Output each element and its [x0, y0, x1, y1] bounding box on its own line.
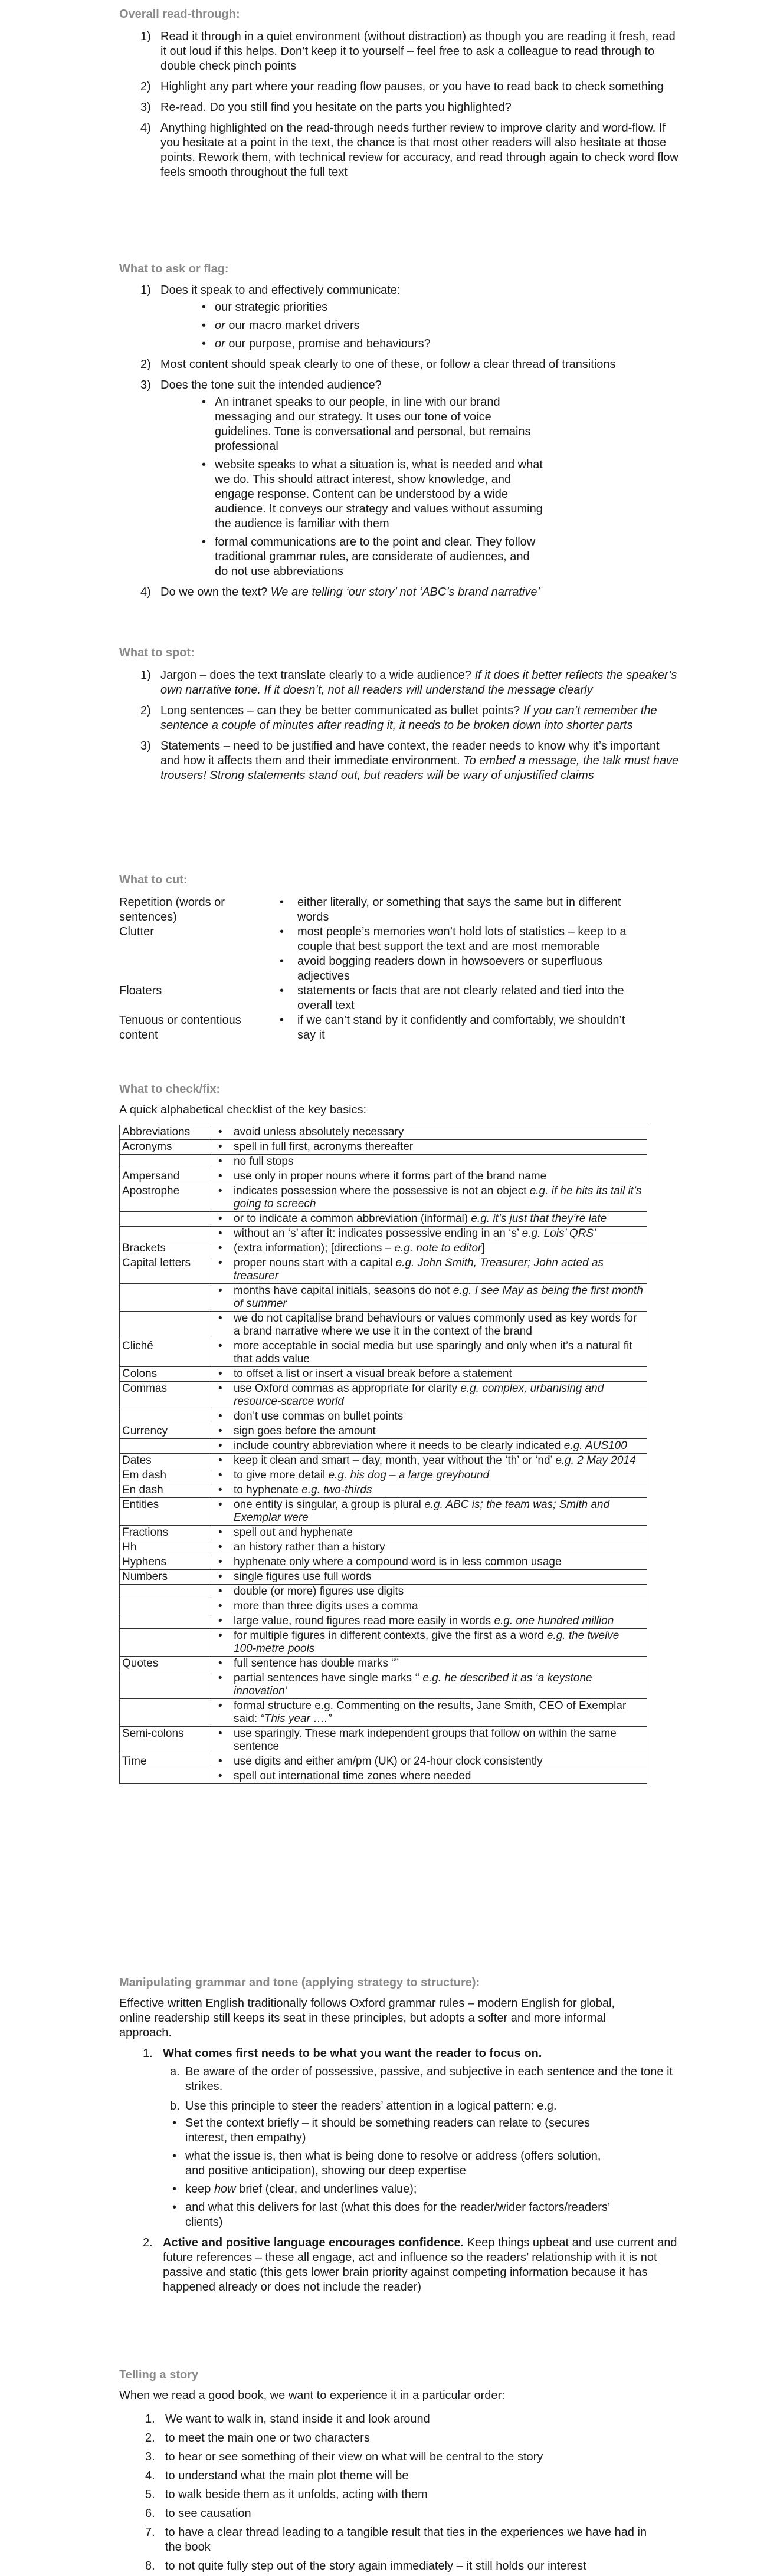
checklist-text: (extra information); [directions – [234, 1242, 395, 1254]
item-italic: We are telling ‘our story’ not ‘ABC’s brand narrative’ [270, 586, 540, 599]
checklist-table [119, 1125, 647, 1784]
checklist-desc [211, 1227, 647, 1241]
emphasis-or: or [215, 319, 225, 332]
list-item [160, 378, 680, 579]
manip-heading: Manipulating grammar and tone (applying strategy to structure): [119, 1976, 480, 1989]
checklist-term [120, 1227, 211, 1241]
table-row [120, 1454, 647, 1468]
checklist-text: use digits and either am/pm (UK) or 24-hour clock consistently [234, 1755, 543, 1767]
checklist-term: Numbers [120, 1570, 211, 1585]
item-bold: Active and positive language encourages confidence. [163, 2236, 464, 2249]
list-item: to hear or see something of their view on what will be central to the story [165, 2450, 543, 2463]
checklist-text: more than three digits uses a comma [234, 1600, 418, 1612]
list-item: • Set the context briefly – it should be something readers can relate to (secures interest, then empathy) [185, 2116, 610, 2145]
list-item: • An intranet speaks to our people, in line with our brand messaging and our strategy. It uses our tone of voice guidelines. Tone is conversational and personal, but remains professional [215, 395, 545, 454]
checklist-text: for multiple figures in different contexts, give the first as a word [234, 1629, 547, 1642]
checklist-text: sign goes before the amount [234, 1425, 376, 1437]
checklist-example: e.g. he described it as ‘a keystone innovation’ [234, 1672, 592, 1697]
item-text: our purpose, promise and behaviours? [225, 337, 431, 350]
table-row [120, 1227, 647, 1241]
table-row [120, 1424, 647, 1439]
list-item [163, 2236, 682, 2295]
item-text: Statements – need to be justified and have context, the reader needs to know why it’s important and how it affects them and their immediate environment. [160, 740, 660, 767]
item-bold: What comes first needs to be what you want the reader to focus on. [163, 2047, 542, 2060]
checklist-example: e.g. 2 May 2014 [555, 1454, 636, 1467]
list-item: • and what this delivers for last (what this does for the reader/wider factors/readers’ clients) [185, 2200, 610, 2230]
list-item [185, 2099, 682, 2230]
checklist-term: Semi-colons [120, 1727, 211, 1754]
list-item [160, 668, 680, 698]
checklist-term: Fractions [120, 1526, 211, 1540]
checklist-text: no full stops [234, 1155, 294, 1168]
checklist-desc [211, 1727, 647, 1754]
checklist-term: En dash [120, 1483, 211, 1498]
checklist-desc [211, 1769, 647, 1784]
table-row [120, 1727, 647, 1754]
item-text: keep [185, 2183, 214, 2196]
checklist-suffix: ] [481, 1242, 485, 1254]
checklist-text: include country abbreviation where it needs to be clearly indicated [234, 1440, 564, 1452]
checklist-text: without an ‘s’ after it: indicates possessive ending in an ‘s’ [234, 1227, 522, 1240]
list-item [163, 2046, 682, 2230]
checklist-desc [211, 1614, 647, 1629]
checklist-example: e.g. it’s just that they’re late [471, 1213, 607, 1225]
checklist-example: e.g. ABC is; the team was; Smith and Exemplar were [234, 1499, 610, 1524]
checklist-desc [211, 1754, 647, 1769]
checklist-desc [211, 1454, 647, 1468]
checklist-text: spell out and hyphenate [234, 1526, 353, 1539]
ask-question-3: Does the tone suit the intended audience? [160, 379, 382, 392]
table-row [120, 1671, 647, 1699]
table-row [120, 1599, 647, 1614]
checklist-example: e.g. AUS100 [563, 1440, 627, 1452]
checklist-term [120, 1671, 211, 1699]
checklist-text: spell in full first, acronyms thereafter [234, 1141, 414, 1153]
table-row [120, 1256, 647, 1284]
checklist-term: Apostrophe [120, 1184, 211, 1212]
checklist-desc [211, 1367, 647, 1382]
list-item: • our strategic priorities [215, 300, 680, 315]
checklist-desc [211, 1526, 647, 1540]
checklist-desc [211, 1555, 647, 1570]
checklist-term [120, 1409, 211, 1424]
table-row [120, 1312, 647, 1339]
checklist-term: Time [120, 1754, 211, 1769]
checklist-desc [211, 1585, 647, 1599]
table-row [120, 1169, 647, 1184]
table-row [120, 1657, 647, 1671]
checklist-example: e.g. complex, urbanising and resource-scarce world [234, 1382, 604, 1408]
table-row [120, 1699, 647, 1727]
checklist-desc [211, 1409, 647, 1424]
list-item [215, 318, 680, 333]
check-heading: What to check/fix: [119, 1083, 221, 1096]
table-row [120, 1526, 647, 1540]
checklist-desc [211, 1629, 647, 1657]
checklist-term: Currency [120, 1424, 211, 1439]
checklist-example: e.g. Lois’ QRS’ [522, 1227, 596, 1240]
cut-row [119, 984, 638, 1013]
ask-q3-bullets [160, 395, 545, 579]
checklist-desc [211, 1699, 647, 1727]
table-row [120, 1140, 647, 1155]
checklist-term: Ampersand [120, 1169, 211, 1184]
item-text: Do we own the text? [160, 586, 271, 599]
list-item: to understand what the main plot theme will be [165, 2469, 409, 2482]
table-row [120, 1570, 647, 1585]
table-row [120, 1125, 647, 1140]
checklist-desc [211, 1483, 647, 1498]
checklist-text: single figures use full words [234, 1570, 372, 1583]
checklist-text: use Oxford commas as appropriate for clarity [234, 1382, 461, 1395]
checklist-text: to give more detail [234, 1469, 329, 1481]
table-row [120, 1409, 647, 1424]
list-item: • formal communications are to the point and clear. They follow traditional grammar rules, are considerate of audiences, and do not use abbreviations [215, 535, 545, 579]
checklist-desc [211, 1498, 647, 1526]
list-item: Most content should speak clearly to one of these, or follow a clear thread of transitions [160, 358, 616, 371]
cut-term [119, 954, 274, 984]
ask-question-1: Does it speak to and effectively communicate: [160, 284, 401, 297]
checklist-term: Hyphens [120, 1555, 211, 1570]
table-row [120, 1367, 647, 1382]
cut-row [119, 954, 638, 984]
checklist-desc [211, 1439, 647, 1454]
checklist-term [120, 1585, 211, 1599]
table-row [120, 1540, 647, 1555]
checklist-desc [211, 1540, 647, 1555]
checklist-text: partial sentences have single marks ‘’ [234, 1672, 423, 1684]
checklist-term [120, 1284, 211, 1312]
checklist-term [120, 1155, 211, 1169]
checklist-term [120, 1769, 211, 1784]
checklist-term [120, 1599, 211, 1614]
cut-row [119, 925, 638, 954]
checklist-desc [211, 1424, 647, 1439]
ask-heading: What to ask or flag: [119, 262, 229, 275]
checklist-example: e.g. two-thirds [301, 1484, 372, 1496]
checklist-term: Em dash [120, 1468, 211, 1483]
checklist-term: Colons [120, 1367, 211, 1382]
checklist-text: full sentence has double marks “” [234, 1657, 399, 1670]
list-item: Read it through in a quiet environment (without distraction) as though you are reading it fresh, read it out loud if this helps. Don’t keep it to yourself – feel free to ask a colleague to read through to double check pinch points [160, 30, 676, 73]
checklist-body [120, 1125, 647, 1784]
table-row [120, 1483, 647, 1498]
checklist-term: Cliché [120, 1339, 211, 1367]
cut-term: Tenuous or contentious content [119, 1014, 241, 1041]
checklist-desc [211, 1241, 647, 1256]
checklist-text: avoid unless absolutely necessary [234, 1126, 404, 1138]
checklist-desc [211, 1125, 647, 1140]
list-item: • website speaks to what a situation is, what is needed and what we do. This should attract interest, show knowledge, and engage response. Content can be understood by a wide audience. It conveys our strategy and values without assuming the audience is familiar with them [215, 458, 545, 531]
spot-list [119, 668, 680, 789]
checklist-text: or to indicate a common abbreviation (informal) [234, 1213, 471, 1225]
checklist-term: Quotes [120, 1657, 211, 1671]
list-item: to not quite fully step out of the story again immediately – it still holds our interest [165, 2559, 586, 2572]
checklist-text: use only in proper nouns where it forms part of the brand name [234, 1170, 547, 1182]
checklist-text: don’t use commas on bullet points [234, 1410, 404, 1422]
checklist-text: double (or more) figures use digits [234, 1585, 404, 1598]
manip-bullets [162, 2116, 610, 2230]
checklist-text: to offset a list or insert a visual break before a statement [234, 1368, 512, 1380]
list-item: to have a clear thread leading to a tangible result that ties in the experiences we have had in the book [165, 2526, 647, 2554]
table-row [120, 1769, 647, 1784]
checklist-desc [211, 1256, 647, 1284]
cut-term: Clutter [119, 925, 154, 938]
cut-desc: • avoid bogging readers down in howsoevers or superfluous adjectives [274, 954, 628, 984]
list-item: Be aware of the order of possessive, passive, and subjective in each sentence and the tone it strikes. [185, 2065, 673, 2093]
checklist-text: months have capital initials, seasons do not [234, 1284, 453, 1297]
checklist-desc [211, 1312, 647, 1339]
checklist-term [120, 1212, 211, 1227]
item-text: brief (clear, and underlines value); [235, 2183, 417, 2196]
checklist-desc [211, 1140, 647, 1155]
table-row [120, 1382, 647, 1409]
checklist-text: large value, round figures read more easily in words [234, 1615, 494, 1627]
checklist-desc [211, 1570, 647, 1585]
emphasis-or: or [215, 337, 225, 350]
checklist-term: Entities [120, 1498, 211, 1526]
cut-desc: • either literally, or something that says the same but in different words [274, 895, 628, 925]
table-row [120, 1184, 647, 1212]
table-row [120, 1284, 647, 1312]
checklist-desc [211, 1212, 647, 1227]
table-row [120, 1614, 647, 1629]
checklist-desc [211, 1657, 647, 1671]
story-list [119, 2412, 661, 2576]
checklist-example: e.g. I see May as being the first month of summer [234, 1284, 643, 1310]
checklist-term: Hh [120, 1540, 211, 1555]
item-italic: To embed a message, the talk must have trousers! Strong statements stand out, but readers will be wary of unjustified claims [160, 754, 679, 782]
table-row [120, 1629, 647, 1657]
list-item [215, 337, 680, 351]
list-item: to meet the main one or two characters [165, 2432, 370, 2444]
table-row [120, 1585, 647, 1599]
checklist-desc [211, 1671, 647, 1699]
checklist-example: e.g. John Smith, Treasurer; John acted as treasurer [234, 1257, 604, 1282]
cut-row [119, 1013, 638, 1043]
story-heading: Telling a story [119, 2368, 199, 2381]
checklist-example: e.g. if he hits its tail it’s going to screech [234, 1185, 642, 1210]
checklist-example: “This year ….” [260, 1713, 332, 1725]
checklist-text: proper nouns start with a capital [234, 1257, 396, 1269]
checklist-term: Acronyms [120, 1140, 211, 1155]
table-row [120, 1498, 647, 1526]
item-italic: how [214, 2183, 236, 2196]
checklist-desc [211, 1339, 647, 1367]
ask-q1-bullets [160, 300, 680, 351]
checklist-term: Capital letters [120, 1256, 211, 1284]
overall-list [119, 29, 680, 186]
list-item [160, 585, 680, 600]
table-row [120, 1339, 647, 1367]
checklist-term: Commas [120, 1382, 211, 1409]
table-row [120, 1155, 647, 1169]
check-intro: A quick alphabetical checklist of the key basics: [119, 1103, 367, 1116]
list-item [185, 2182, 610, 2197]
item-text: Long sentences – can they be better communicated as bullet points? [160, 704, 523, 717]
checklist-term: Dates [120, 1454, 211, 1468]
checklist-text: an history rather than a history [234, 1541, 385, 1553]
checklist-text: spell out international time zones where needed [234, 1770, 471, 1782]
checklist-desc [211, 1184, 647, 1212]
list-item: • what the issue is, then what is being done to resolve or address (offers solution, and positive anticipation), showing our deep expertise [185, 2149, 610, 2179]
cut-table [119, 895, 638, 1043]
list-item [160, 704, 680, 733]
table-row [120, 1439, 647, 1454]
list-item: Re-read. Do you still find you hesitate on the parts you highlighted? [160, 101, 512, 114]
cut-term: Floaters [119, 984, 162, 997]
checklist-text: we do not capitalise brand behaviours or values commonly used as key words for a brand narrative where we use it in the context of the brand [234, 1312, 637, 1338]
checklist-desc [211, 1284, 647, 1312]
checklist-example: e.g. one hundred million [494, 1615, 614, 1627]
item-text: our macro market drivers [225, 319, 360, 332]
story-intro: When we read a good book, we want to experience it in a particular order: [119, 2389, 505, 2402]
checklist-desc [211, 1382, 647, 1409]
item-italic: If it does it better reflects the speaker’s own narrative tone. If it doesn’t, not all readers will understand the message clearly [160, 669, 677, 696]
checklist-text: one entity is singular, a group is plural [234, 1499, 425, 1511]
checklist-example: e.g. his dog – a large greyhound [328, 1469, 490, 1481]
checklist-desc [211, 1169, 647, 1184]
checklist-text: more acceptable in social media but use sparingly and only when it’s a natural fit that adds value [234, 1340, 632, 1365]
table-row [120, 1555, 647, 1570]
checklist-text: formal structure e.g. Commenting on the results, Jane Smith, CEO of Exemplar said: [234, 1700, 627, 1725]
spot-heading: What to spot: [119, 646, 195, 659]
checklist-desc [211, 1599, 647, 1614]
checklist-term [120, 1699, 211, 1727]
cut-heading: What to cut: [119, 873, 188, 886]
list-item [160, 283, 680, 351]
item-text: Jargon – does the text translate clearly to a wide audience? [160, 669, 475, 682]
list-item: We want to walk in, stand inside it and look around [165, 2413, 430, 2426]
cut-term: Repetition (words or sentences) [119, 896, 225, 924]
cut-desc: • statements or facts that are not clearly related and tied into the overall text [274, 984, 628, 1013]
list-item: to walk beside them as it unfolds, acting with them [165, 2488, 428, 2501]
checklist-term [120, 1629, 211, 1657]
checklist-term: Brackets [120, 1241, 211, 1256]
checklist-example: e.g. the twelve 100-metre pools [234, 1629, 620, 1655]
manip-intro: Effective written English traditionally follows Oxford grammar rules – modern English for global, online readership still keeps its seat in these principles, but adopts a softer and more informal approach. [119, 1997, 615, 2039]
checklist-term [120, 1439, 211, 1454]
checklist-term [120, 1614, 211, 1629]
checklist-text: indicates possession where the possessive is not an object [234, 1185, 530, 1197]
table-row [120, 1241, 647, 1256]
cut-desc: • if we can’t stand by it confidently and comfortably, we shouldn’t say it [274, 1013, 628, 1043]
checklist-term: Abbreviations [120, 1125, 211, 1140]
list-item: Anything highlighted on the read-through needs further review to improve clarity and word-flow. If you hesitate at a point in the text, the chance is that most other readers will also hesitate at those points. Rework them, with technical review for accuracy, and read through again to check word flow feels smooth throughout the full text [160, 121, 678, 179]
checklist-text: keep it clean and smart – day, month, year without the ‘th’ or ‘nd’ [234, 1454, 556, 1467]
ask-list [119, 283, 680, 606]
checklist-example: e.g. note to editor [394, 1242, 482, 1254]
list-item: to see causation [165, 2507, 251, 2520]
item-italic: If you can’t remember the sentence a couple of minutes after reading it, it needs to be broken down into shorter parts [160, 704, 657, 732]
item-text: Keep things upbeat and use current and future references – these all engage, act and influence so the readers’ relationship with it is not passive and static (this gets lower brain priority against competing information because it has happened already or does not include the reader) [163, 2236, 677, 2294]
table-row [120, 1468, 647, 1483]
item-text: Use this principle to steer the readers’ attention in a logical pattern: e.g. [185, 2099, 557, 2112]
checklist-text: use sparingly. These mark independent groups that follow on within the same sentence [234, 1727, 617, 1753]
manip-alpha-list [163, 2065, 682, 2230]
list-item: Highlight any part where your reading flow pauses, or you have to read back to check something [160, 80, 664, 93]
list-item [160, 739, 680, 783]
checklist-text: to hyphenate [234, 1484, 302, 1496]
overall-heading: Overall read-through: [119, 8, 240, 21]
table-row [120, 1754, 647, 1769]
cut-desc: • most people’s memories won’t hold lots of statistics – keep to a couple that best support the text and are most memorable [274, 925, 628, 954]
manip-list [119, 2046, 682, 2301]
checklist-term [120, 1312, 211, 1339]
table-row [120, 1212, 647, 1227]
checklist-desc [211, 1155, 647, 1169]
checklist-text: hyphenate only where a compound word is in less common usage [234, 1556, 562, 1568]
cut-row [119, 895, 638, 925]
checklist-desc [211, 1468, 647, 1483]
